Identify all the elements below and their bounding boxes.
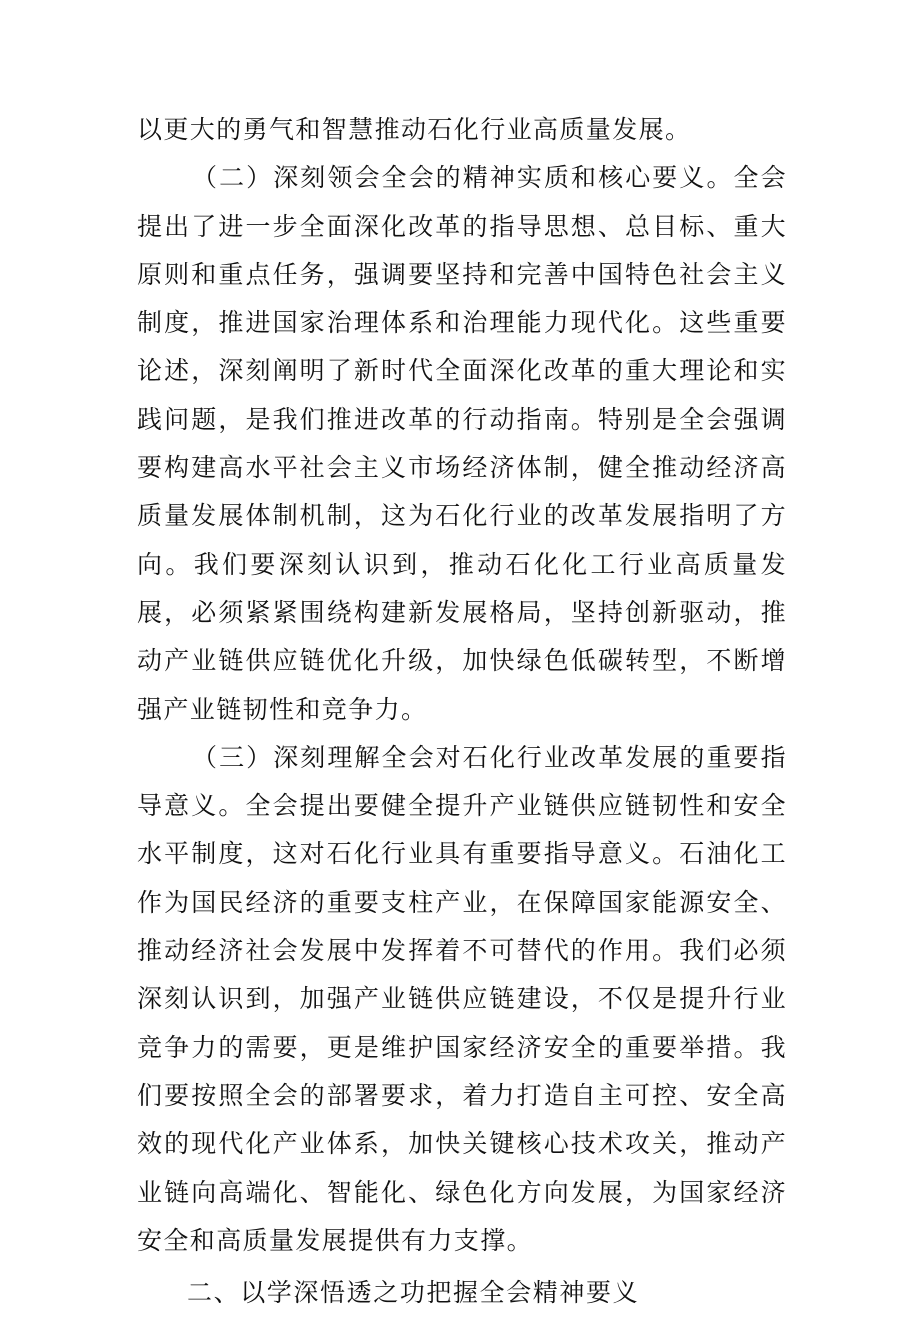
paragraph-section-3: （三）深刻理解全会对石化行业改革发展的重要指导意义。全会提出要健全提升产业链供应链韧性和安全水平制度，这对石化行业具有重要指导意义。石油化工作为国民经济的重要支柱产业，在保障国家能源安全、推动经济社会发展中发挥着不可替代的作用。我们必须深刻认识到，加强产业链供应链建设，不仅是提升行业竞争力的需要，更是维护国家经济安全的重要举措。我们要按照全会的部署要求，着力打造自主可控、安全高效的现代化产业体系，加快关键核心技术攻关，推动产业链向高端化、智能化、绿色化方向发展，为国家经济安全和高质量发展提供有力支撑。 xyxy=(137,742,787,1255)
document-body xyxy=(137,106,787,1317)
paragraph-section-2: （二）深刻领会全会的精神实质和核心要义。全会提出了进一步全面深化改革的指导思想、总目标、重大原则和重点任务，强调要坚持和完善中国特色社会主义制度，推进国家治理体系和治理能力现代化。这些重要论述，深刻阐明了新时代全面深化改革的重大理论和实践问题，是我们推进改革的行动指南。特别是全会强调要构建高水平社会主义市场经济体制，健全推动经济高质量发展体制机制，这为石化行业的改革发展指明了方向。我们要深刻认识到，推动石化化工行业高质量发展，必须紧紧围绕构建新发展格局，坚持创新驱动，推动产业链供应链优化升级，加快绿色低碳转型，不断增强产业链韧性和竞争力。 xyxy=(137,163,787,724)
paragraph-continuation: 以更大的勇气和智慧推动石化行业高质量发展。 xyxy=(137,115,692,144)
section-heading: 二、以学深悟透之功把握全会精神要义 xyxy=(187,1278,640,1308)
